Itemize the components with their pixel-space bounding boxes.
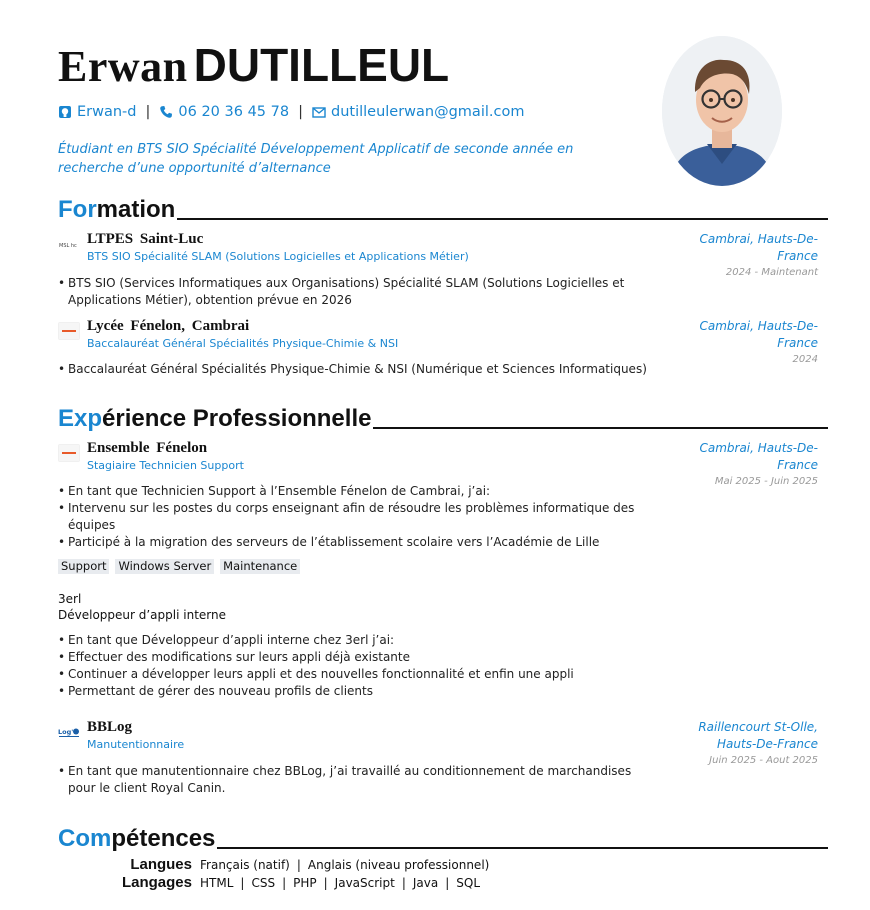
list-item: • Intervenu sur les postes du corps enseignant afin de résoudre les problèmes informatique des équipes [58,500,658,534]
experience-bullets-bblog [58,763,658,797]
ensemble-fenelon-logo-icon [58,444,80,462]
summary: Étudiant en BTS SIO Spécialité Développement Applicatif de seconde année en recherche d’une opportunité d’alternance [58,142,574,176]
section-rule [177,218,828,220]
section-formation [58,196,828,224]
entry-place: Cambrai, Hauts-De-France [699,319,818,350]
tag: Support [58,559,109,574]
section-title: Compétences [58,825,216,852]
svg-text:MSL hc: MSL hc [59,243,77,249]
skill-tags [58,559,300,574]
experience-bullets-ensemble-fenelon [58,483,658,551]
entry-role: BTS SIO Spécialité SLAM (Solutions Logicielles et Applications Métier) [87,250,469,263]
phone-link[interactable]: 06 20 36 45 78 [178,104,290,120]
section-title: Expérience Professionnelle [58,405,372,432]
tag: Windows Server [115,559,214,574]
entry-date: Juin 2025 - Aout 2025 [709,755,818,766]
last-name: DUTILLEUL [193,39,450,91]
first-name: Erwan [58,42,188,91]
section-rule [217,847,828,849]
entry-role: Stagiaire Technicien Support [87,459,244,472]
portrait-illustration [662,36,782,186]
skill-values: Français (natif) | Anglais (niveau professionnel) [200,858,490,872]
entry-org: LTPES Saint-Luc [87,231,204,247]
skill-label: Langues [130,856,192,873]
entry-org: BBLog [87,719,133,735]
formation-entry-ltpes [58,231,818,281]
section-experience [58,405,828,433]
github-link[interactable]: Erwan-d [77,104,137,120]
phone-icon [159,105,173,119]
entry-role: Baccalauréat Général Spécialités Physique-Chimie & NSI [87,337,399,350]
entry-org: Ensemble Fénelon [87,440,208,456]
experience-entry-bblog [58,719,818,769]
entry-date: 2024 [792,354,818,365]
bblog-logo-icon [58,723,80,741]
email-link[interactable]: dutilleulerwan@gmail.com [330,104,525,120]
skill-values: HTML | CSS | PHP | JavaScript | Java | SQL [200,876,481,890]
list-item: • En tant que Développeur d’appli interne chez 3erl j’ai: [58,632,658,649]
entry-place: Raillencourt St-Olle, Hauts-De-France [698,720,818,751]
svg-text:Log': Log' [58,728,74,736]
mail-icon [312,105,326,119]
list-item: • BTS SIO (Services Informatiques aux Organisations) Spécialité SLAM (Solutions Logicielles et Applications Métier), obtention prévue en 2026 [58,275,658,309]
entry-org: Lycée Fénelon, Cambrai [87,318,250,334]
entry-role: Développeur d’appli interne [58,608,226,622]
section-title: Formation [58,196,176,223]
entry-place: Cambrai, Hauts-De-France [699,441,818,472]
section-competences [58,825,828,853]
github-icon [58,105,72,119]
list-item: • Participé à la migration des serveurs de l’établissement scolaire vers l’Académie de Lille [58,534,658,551]
formation-bullets-ltpes [58,275,658,309]
section-rule [373,427,828,429]
entry-date: Mai 2025 - Juin 2025 [714,476,818,487]
skill-row-langages [55,874,480,891]
list-item: • Baccalauréat Général Spécialités Physique-Chimie & NSI (Numérique et Sciences Informatiques) [58,361,658,378]
skill-label: Langages [121,874,192,891]
skill-row-langues [55,856,489,873]
entry-org: 3erl [58,592,82,606]
list-item: • Permettant de gérer des nouveau profils de clients [58,683,658,700]
experience-bullets-3erl [58,632,658,700]
entry-role: Manutentionnaire [87,738,185,751]
formation-bullets-fenelon [58,361,658,378]
header-name [58,38,449,92]
tag: Maintenance [220,559,300,574]
list-item: • En tant que Technicien Support à l’Ensemble Fénelon de Cambrai, j’ai: [58,483,658,500]
contact-separator: | [298,104,303,120]
profile-photo [662,36,782,186]
list-item: • En tant que manutentionnaire chez BBLog, j’ai travaillé au conditionnement de marchandises pour le client Royal Canin. [58,763,658,797]
fenelon-logo-icon [58,322,80,340]
ltpes-logo-icon [58,235,80,253]
contact-line [58,104,524,120]
entry-place: Cambrai, Hauts-De-France [699,232,818,263]
entry-date: 2024 - Maintenant [725,267,818,278]
list-item: • Continuer a développer leurs appli et des nouvelles fonctionnalité et enfin une appli [58,666,658,683]
contact-separator: | [145,104,151,120]
list-item: • Effectuer des modifications sur leurs appli déjà existante [58,649,658,666]
